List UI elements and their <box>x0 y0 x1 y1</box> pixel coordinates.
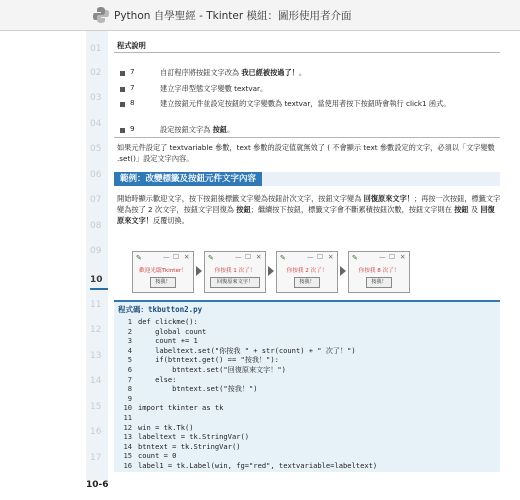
close-icon[interactable]: ✕ <box>184 253 190 261</box>
code-line-number: 2 <box>127 326 132 336</box>
description-paragraph: 開始時顯示歡迎文字，按下按鈕後標籤文字變為按鈕計次文字，按鈕文字變為 回復原來文字！；再按一次按鈕，標籤文字變為按了 2 次文字，按鈕文字回復為 按鈕；繼續按下按鈕，標籤文字會不斷累積按鈕次數，按鈕文字則在 按鈕 及 回復原來文字！反覆切換。 <box>117 194 501 225</box>
page-header <box>0 0 520 31</box>
code-line-text: labeltext.set("你按我 " + str(count) + " 次了！") <box>138 345 356 355</box>
chapter-line-number: 08 <box>90 221 102 231</box>
window-label: 歡迎光臨Tkinter！ <box>139 268 187 274</box>
tk-window-1 <box>132 251 194 293</box>
tk-window-2 <box>204 251 266 293</box>
explain-row-text: 自訂程序將按鈕文字改為 我已經被按過了！。 <box>160 68 307 77</box>
code-line <box>118 336 198 345</box>
maximize-icon[interactable]: ☐ <box>245 253 251 261</box>
active-chapter-marker <box>90 288 108 290</box>
chapter-line-number: 09 <box>90 246 102 256</box>
chapter-line-number: 12 <box>90 325 102 335</box>
code-line-text: label1 = tk.Label(win, fg="red", textvariable=labeltext) <box>138 461 378 470</box>
code-line <box>118 394 138 403</box>
tk-window-4 <box>348 251 410 293</box>
minimize-icon[interactable]: — <box>235 253 242 261</box>
chapter-line-number: 06 <box>90 170 102 180</box>
window-button[interactable]: 按我！ <box>366 277 392 288</box>
window-button[interactable]: 回復原來文字！ <box>210 277 260 288</box>
feather-icon: ✎ <box>136 254 142 262</box>
code-line-number: 1 <box>127 317 132 326</box>
code-line-number: 9 <box>127 393 132 403</box>
feather-icon: ✎ <box>352 254 358 262</box>
tk-window-3 <box>276 251 338 293</box>
code-line-text: win = tk.Tk() <box>138 422 194 432</box>
code-line <box>118 327 206 336</box>
code-line-text: labeltext = tk.StringVar() <box>138 432 250 442</box>
chapter-line-number: 15 <box>90 402 102 412</box>
python-logo-icon <box>92 6 110 24</box>
chapter-line-number: 03 <box>90 93 102 103</box>
code-line <box>118 403 223 412</box>
code-line-text: import tkinter as tk <box>138 403 224 413</box>
chapter-line-number: 14 <box>90 376 102 386</box>
chapter-line-number: 11 <box>90 300 102 310</box>
close-icon[interactable]: ✕ <box>256 253 262 261</box>
page-number: 10-6 <box>86 480 109 490</box>
code-line-number: 6 <box>127 365 132 374</box>
code-line-number: 14 <box>123 441 132 451</box>
code-listing <box>114 300 500 472</box>
code-title: 程式碼：tkbutton2.py <box>118 305 203 314</box>
code-line-text: btntext.set("按我！") <box>138 384 258 394</box>
minimize-icon[interactable]: — <box>163 253 170 261</box>
code-line-text: btntext = tk.StringVar() <box>138 441 241 451</box>
window-label: 你按我 1 次了！ <box>214 268 256 274</box>
code-line <box>118 432 249 441</box>
code-line-number: 15 <box>123 451 132 461</box>
chapter-line-number: 16 <box>90 427 102 437</box>
code-line-number: 16 <box>123 461 132 470</box>
explain-row-text: 設定按鈕文字為 按鈕。 <box>160 125 235 134</box>
arrow-right-icon <box>340 266 346 276</box>
code-line <box>118 317 198 326</box>
explain-row-text: 建立按鈕元件並設定按鈕的文字變數為 textvar，當使用者按下按鈕時會執行 click1 函式。 <box>160 99 451 108</box>
code-line-number: 5 <box>127 355 132 365</box>
explain-row-text: 建立字串型態文字變數 textvar。 <box>160 84 268 93</box>
window-label: 你按我 2 次了！ <box>286 268 328 274</box>
code-line <box>118 355 279 365</box>
explain-row-num: 7 <box>130 67 135 76</box>
bullet-icon <box>120 71 125 76</box>
code-line <box>118 346 356 356</box>
code-line <box>118 451 176 460</box>
arrow-right-icon <box>268 266 274 276</box>
explain-row-num: 7 <box>130 83 135 92</box>
code-line-number: 3 <box>127 336 132 346</box>
minimize-icon[interactable]: — <box>379 253 386 261</box>
bullet-icon <box>120 102 125 107</box>
code-line <box>118 423 194 432</box>
code-line-text: global count <box>138 326 207 336</box>
code-line-text: count = 0 <box>138 451 177 461</box>
code-line-number: 8 <box>127 384 132 394</box>
code-line-number: 10 <box>123 403 132 413</box>
code-line-text: btntext.set("回復原來文字！") <box>138 365 286 374</box>
code-line-number: 11 <box>123 413 132 422</box>
divider <box>114 137 500 138</box>
bullet-icon <box>120 128 125 133</box>
chapter-line-number: 10 <box>90 275 103 285</box>
chapter-line-number: 07 <box>90 195 102 205</box>
section-title: 範例：改變標籤及按鈕元件文字內容 <box>114 172 262 186</box>
code-line-text: else: <box>138 374 177 384</box>
chapter-line-number: 17 <box>90 453 102 463</box>
chapter-line-number: 04 <box>90 119 102 129</box>
maximize-icon[interactable]: ☐ <box>317 253 323 261</box>
code-line-text: if(btntext.get() == "按我！"): <box>138 355 279 365</box>
code-line-text: count += 1 <box>138 336 198 346</box>
code-line-number: 13 <box>123 432 132 442</box>
bullet-icon <box>120 87 125 92</box>
close-icon[interactable]: ✕ <box>400 253 406 261</box>
explain-row-num: 9 <box>130 124 135 133</box>
code-line <box>118 461 377 470</box>
explain-heading: 程式說明 <box>117 41 146 50</box>
chapter-line-number: 01 <box>90 44 102 54</box>
feather-icon: ✎ <box>208 254 214 262</box>
feather-icon: ✎ <box>280 254 286 262</box>
code-line <box>118 442 241 451</box>
header-title: Python 自學聖經 - Tkinter 模組：圖形使用者介面 <box>114 10 352 22</box>
code-line-number: 12 <box>123 422 132 432</box>
divider <box>114 52 500 53</box>
close-icon[interactable]: ✕ <box>328 253 334 261</box>
code-line-number: 4 <box>127 345 132 355</box>
code-line <box>118 413 138 422</box>
window-button[interactable]: 按我！ <box>150 277 176 288</box>
explain-row-num: 8 <box>130 98 135 107</box>
code-line <box>118 384 258 394</box>
code-line <box>118 365 286 375</box>
note-paragraph: 如果元件設定了 textvariable 參數，text 參數的設定值就無效了 ( 不會顯示 text 參數設定的文字，必須以「文字變數 .set()」設定文字內容。 <box>117 143 495 163</box>
maximize-icon[interactable]: ☐ <box>173 253 179 261</box>
maximize-icon[interactable]: ☐ <box>389 253 395 261</box>
arrow-right-icon <box>196 266 202 276</box>
chapter-line-number: 02 <box>90 68 102 78</box>
code-line-text: def clickme(): <box>138 317 198 326</box>
code-line <box>118 375 176 384</box>
chapter-line-number: 05 <box>90 144 102 154</box>
window-button[interactable]: 按我！ <box>294 277 320 288</box>
chapter-line-number: 13 <box>90 351 102 361</box>
window-label: 你按我 8 次了！ <box>358 268 400 274</box>
code-line-number: 7 <box>127 374 132 384</box>
minimize-icon[interactable]: — <box>307 253 314 261</box>
